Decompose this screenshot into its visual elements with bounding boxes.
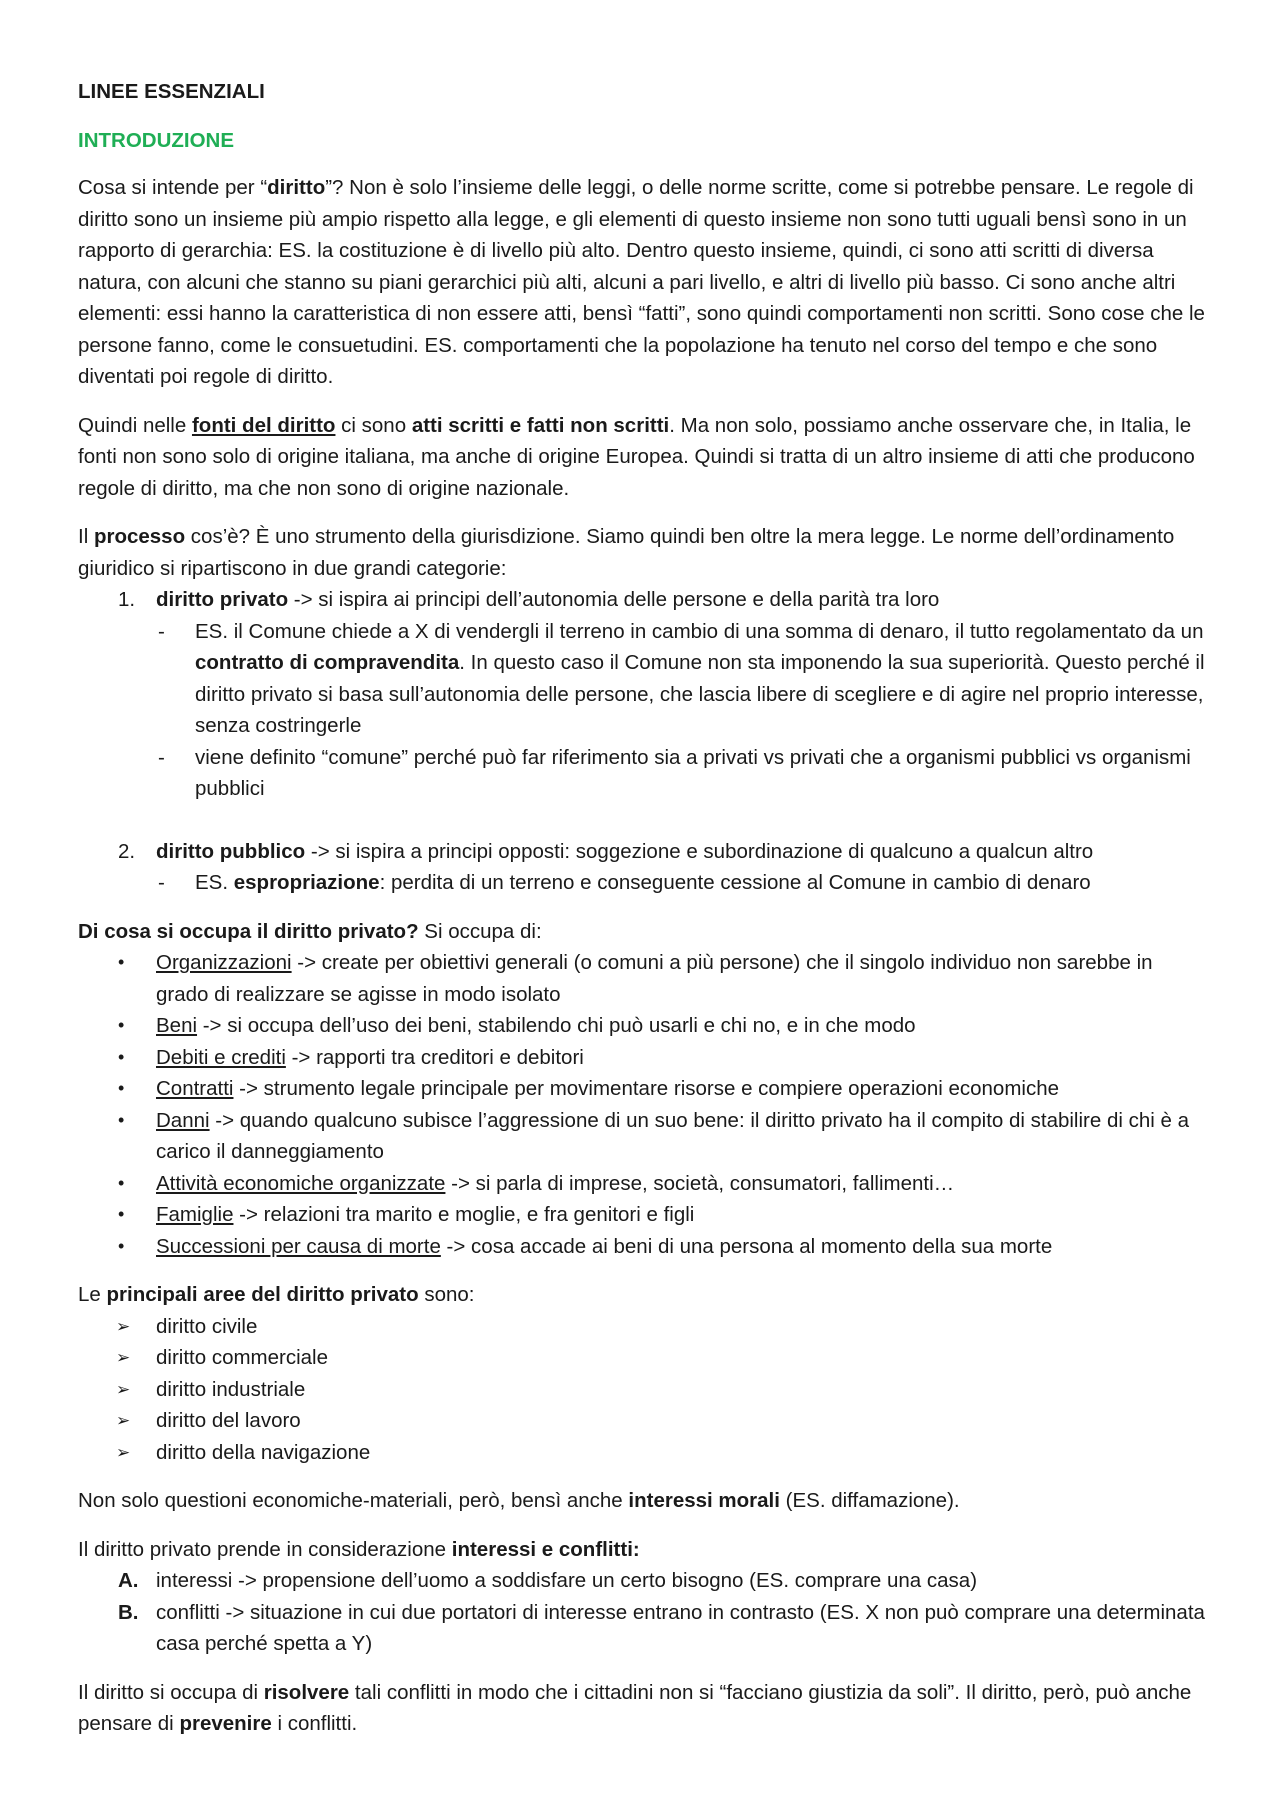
list-item	[78, 947, 1208, 1010]
text-run: Cosa si intende per “	[78, 176, 268, 199]
bullet-icon: •	[118, 1109, 125, 1130]
bullet-icon: •	[118, 1204, 125, 1224]
text-run: conflitti -> situazione in cui due portatori di interesse entrano in contrasto (ES. X non può comprare una determinata casa perché spetta a Y)	[156, 1600, 1205, 1655]
paragraph-principali-aree	[78, 1279, 1208, 1311]
list-item	[78, 1437, 1208, 1469]
underlined-text: Danni	[156, 1108, 210, 1132]
paragraph-risolvere	[78, 1677, 1208, 1740]
list-item	[78, 1073, 1208, 1105]
text-run: . In questo caso il Comune non sta imponendo la sua superiorità. Questo perché il diritto privato si basa sull’autonomia delle persone, che lascia libere di scegliere e di agire nel proprio interesse, senza costringerle	[195, 651, 1205, 737]
list-number: 1.	[118, 588, 136, 611]
paragraph-interessi-conflitti	[78, 1534, 1208, 1566]
list-item-diritto-privato	[78, 584, 1208, 616]
bullet-icon: •	[118, 1172, 125, 1193]
arrow-bullet-icon: ➢	[116, 1411, 131, 1430]
text-run: -> si ispira ai principi dell’autonomia delle persone e della parità tra loro	[288, 588, 940, 611]
list-item	[78, 1311, 1208, 1343]
text-run: Le	[78, 1283, 107, 1306]
bold-text: processo	[93, 525, 186, 548]
list-item	[78, 1405, 1208, 1437]
bold-text: diritto pubblico	[156, 839, 306, 863]
text-run: -> cosa accade ai beni di una persona al momento della sua morte	[440, 1234, 1053, 1258]
bullet-icon: •	[118, 1235, 125, 1256]
bold-text: interessi morali	[628, 1489, 780, 1512]
text-run: cos’è? È uno strumento della giurisdizione. Siamo quindi ben oltre la mera legge. Le norme dell’ordinamento giuridico si ripartiscono in due grandi categorie:	[78, 525, 1175, 580]
text-run: tali conflitti in modo che i cittadini non si “facciano giustizia da soli”. Il diritto, però, può anche pensare di	[78, 1680, 1192, 1735]
bullet-icon: •	[118, 952, 125, 972]
list-item	[78, 1231, 1208, 1263]
text-run: : perdita di un terreno e conseguente cessione al Comune in cambio di denaro	[379, 871, 1091, 894]
list-item	[78, 1342, 1208, 1374]
bullet-icon: •	[118, 1046, 125, 1067]
bold-text: diritto privato	[156, 588, 289, 611]
paragraph-di-cosa-si-occupa	[78, 916, 1208, 948]
list-item-diritto-pubblico	[78, 836, 1208, 868]
topics-list	[78, 947, 1208, 1262]
text-run: (ES. diffamazione).	[779, 1489, 960, 1512]
text-run: Il diritto si occupa di	[78, 1680, 264, 1704]
arrow-bullet-icon: ➢	[116, 1316, 131, 1336]
bullet-icon: •	[118, 1015, 125, 1035]
list-item	[78, 1597, 1208, 1660]
text-run: i conflitti.	[271, 1712, 358, 1735]
paragraph-processo	[78, 521, 1208, 584]
section-heading: INTRODUZIONE	[78, 128, 235, 152]
underlined-text: Famiglie	[156, 1203, 234, 1226]
text-run: ci sono	[335, 413, 412, 437]
list-item	[156, 867, 1208, 899]
areas-list	[78, 1311, 1208, 1469]
dash-list	[156, 867, 1208, 899]
bold-text: interessi e conflitti:	[451, 1537, 640, 1561]
text-run: Non solo questioni economiche-materiali, però, bensì anche	[78, 1489, 629, 1512]
text-run: ”? Non è solo l’insieme delle leggi, o delle norme scritte, come si potrebbe pensare. Le regole di diritto sono un insieme più ampio rispetto alla legge, e gli elementi di questo insieme non sono tutti uguali bensì sono in un rapporto di gerarchia: ES. la costituzione è di livello più alto. Dentro questo insieme, quindi, ci sono atti scritti di diversa natura, con alcuni che stanno su piani gerarchici più alti, alcuni a pari livello, e altri di livello più basso. Ci sono anche altri elementi: essi hanno la caratteristica di non essere atti, bensì “fatti”, sono quindi comportamenti non scritti. Sono cose che le persone fanno, come le consuetudini. ES. comportamenti che la popolazione ha tenuto nel corso del tempo e che sono diventati poi regole di diritto.	[78, 176, 1205, 388]
bold-text: prevenire	[179, 1712, 272, 1735]
concepts-list	[78, 1565, 1208, 1660]
text-run: diritto commerciale	[156, 1346, 329, 1369]
text-run: diritto industriale	[156, 1377, 306, 1401]
text-run: -> strumento legale principale per movimentare risorse e compiere operazioni economiche	[233, 1077, 1060, 1100]
list-item	[78, 1168, 1208, 1200]
bold-text: risolvere	[263, 1680, 350, 1704]
arrow-bullet-icon: ➢	[116, 1348, 131, 1367]
bold-text: diritto	[267, 176, 326, 199]
bold-text: contratto di compravendita	[195, 651, 460, 674]
paragraph-diritto	[78, 172, 1208, 393]
text-run: -> relazioni tra marito e moglie, e fra genitori e figli	[233, 1203, 695, 1226]
text-run: Il	[78, 525, 94, 548]
text-run: -> si ispira a principi opposti: soggezione e subordinazione di qualcuno a qualcun altro	[305, 839, 1094, 863]
list-item	[78, 1199, 1208, 1231]
text-run: interessi -> propensione dell’uomo a soddisfare un certo bisogno (ES. comprare una casa)	[156, 1569, 978, 1592]
list-letter: A.	[118, 1569, 139, 1592]
text-run: Si occupa di:	[418, 919, 542, 943]
underlined-text: Attività economiche organizzate	[156, 1171, 446, 1195]
text-run: diritto della navigazione	[156, 1440, 371, 1464]
text-run: diritto civile	[156, 1314, 258, 1338]
text-run: ES.	[195, 871, 234, 894]
dash-marker: -	[158, 619, 165, 643]
text-run: viene definito “comune” perché può far riferimento sia a privati vs privati che a organismi pubblici vs organismi pubblici	[195, 745, 1191, 800]
text-run: sono:	[418, 1283, 475, 1306]
bold-text: espropriazione	[233, 871, 380, 894]
list-item	[78, 1374, 1208, 1406]
underlined-text: Beni	[156, 1014, 198, 1037]
list-item	[78, 1010, 1208, 1042]
bold-text: Di cosa si occupa il diritto privato?	[78, 919, 419, 943]
text-run: Quindi nelle	[78, 413, 192, 437]
list-item	[156, 616, 1208, 742]
document-title: LINEE ESSENZIALI	[78, 80, 265, 103]
dash-marker: -	[158, 745, 165, 769]
list-item	[78, 1042, 1208, 1074]
underlined-text: Successioni per causa di morte	[156, 1234, 441, 1258]
list-item	[78, 1565, 1208, 1597]
text-run: -> quando qualcuno subisce l’aggressione di un suo bene: il diritto privato ha il compito di stabilire di chi è a carico il danneggiamento	[156, 1108, 1190, 1163]
text-run: -> create per obiettivi generali (o comuni a più persone) che il singolo individuo non sarebbe in grado di realizzare se agisse in modo isolato	[156, 951, 1153, 1006]
text-run: diritto del lavoro	[156, 1409, 301, 1432]
underlined-text: Contratti	[156, 1077, 234, 1100]
spacer	[78, 805, 1208, 836]
text-run: -> rapporti tra creditori e debitori	[285, 1045, 584, 1069]
text-run: -> si parla di imprese, società, consumatori, fallimenti…	[445, 1171, 955, 1195]
bold-text: principali aree del diritto privato	[106, 1283, 419, 1306]
list-letter: B.	[118, 1600, 139, 1624]
text-run: . Ma non solo, possiamo anche osservare che, in Italia, le fonti non sono solo di origine italiana, ma anche di origine Europea. Quindi si tratta di un altro insieme di atti che producono regole di diritto, ma che non sono di origine nazionale.	[78, 413, 1195, 500]
text-run: ES. il Comune chiede a X di vendergli il terreno in cambio di una somma di denaro, il tutto regolamentato da un	[195, 619, 1204, 643]
bullet-icon: •	[118, 1078, 125, 1098]
categories-list	[78, 836, 1208, 868]
bold-underlined-text: fonti del diritto	[191, 413, 336, 437]
dash-list	[156, 616, 1208, 805]
dash-marker: -	[158, 871, 165, 894]
list-number: 2.	[118, 839, 136, 863]
bold-text: atti scritti e fatti non scritti	[411, 413, 670, 437]
arrow-bullet-icon: ➢	[116, 1379, 131, 1399]
arrow-bullet-icon: ➢	[116, 1442, 131, 1462]
list-item	[156, 742, 1208, 805]
underlined-text: Organizzazioni	[156, 951, 292, 974]
text-run: -> si occupa dell’uso dei beni, stabilendo chi può usarli e chi no, e in che modo	[197, 1014, 916, 1037]
paragraph-fonti	[78, 410, 1208, 505]
underlined-text: Debiti e crediti	[156, 1045, 286, 1069]
paragraph-interessi-morali	[78, 1485, 1208, 1517]
categories-list	[78, 584, 1208, 616]
list-item	[78, 1105, 1208, 1168]
text-run: Il diritto privato prende in considerazione	[78, 1537, 452, 1561]
